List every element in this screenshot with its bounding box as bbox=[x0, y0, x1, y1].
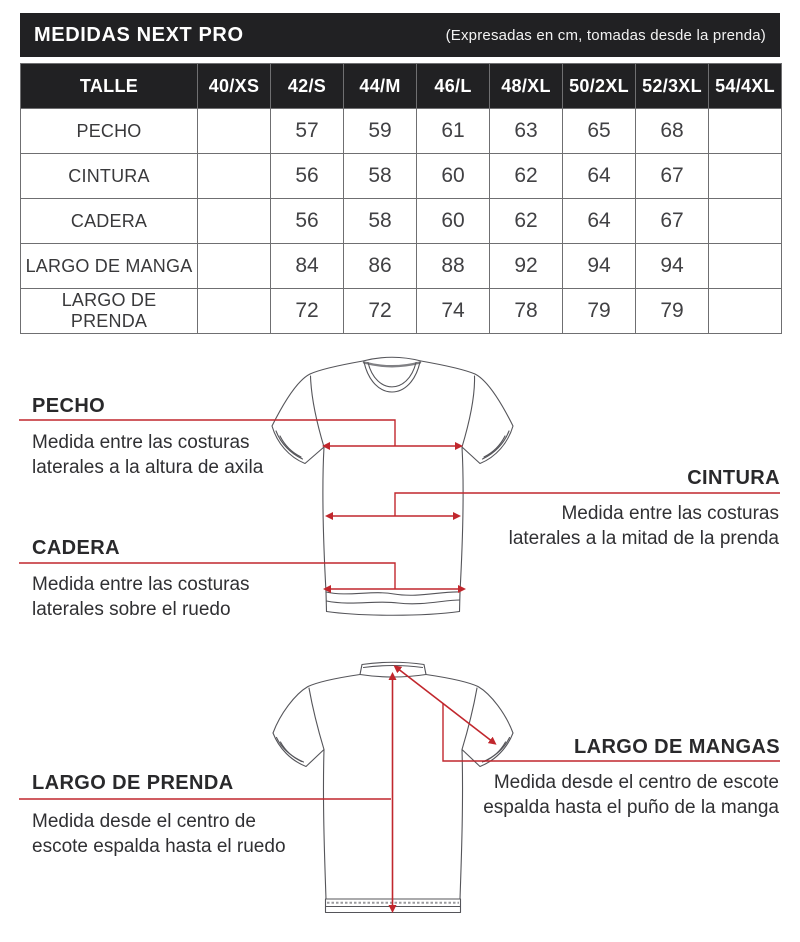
measure-cell bbox=[198, 289, 271, 334]
largo-prenda-description bbox=[32, 809, 286, 859]
column-header-3: 44/M bbox=[344, 64, 417, 109]
measure-cell: 72 bbox=[344, 289, 417, 334]
measure-cell: 58 bbox=[344, 154, 417, 199]
row-label: LARGO DE PRENDA bbox=[21, 289, 198, 334]
largo-mangas-description-line2: espalda hasta el puño de la manga bbox=[483, 797, 779, 818]
measure-cell bbox=[709, 199, 782, 244]
table-row bbox=[21, 244, 782, 289]
cadera-description bbox=[32, 572, 250, 622]
measure-cell: 60 bbox=[417, 154, 490, 199]
measure-cell: 94 bbox=[636, 244, 709, 289]
page-title: MEDIDAS NEXT PRO bbox=[34, 23, 244, 46]
largo-mangas-label: LARGO DE MANGAS bbox=[574, 736, 780, 758]
measure-cell: 62 bbox=[490, 154, 563, 199]
measure-cell bbox=[198, 109, 271, 154]
size-table-head-row bbox=[21, 64, 782, 109]
measure-cell: 79 bbox=[636, 289, 709, 334]
measure-cell: 65 bbox=[563, 109, 636, 154]
tshirt-back-illustration bbox=[273, 662, 513, 912]
measure-cell bbox=[709, 289, 782, 334]
measure-cell: 62 bbox=[490, 199, 563, 244]
measure-cell: 84 bbox=[271, 244, 344, 289]
measure-cell bbox=[709, 109, 782, 154]
measure-cell: 94 bbox=[563, 244, 636, 289]
row-label: LARGO DE MANGA bbox=[21, 244, 198, 289]
column-header-8: 54/4XL bbox=[709, 64, 782, 109]
measure-cell: 72 bbox=[271, 289, 344, 334]
measure-cell: 68 bbox=[636, 109, 709, 154]
table-row bbox=[21, 109, 782, 154]
cintura-description bbox=[509, 501, 779, 551]
pecho-label: PECHO bbox=[32, 395, 106, 417]
size-table-body bbox=[21, 109, 782, 334]
cintura-description-line2: laterales a la mitad de la prenda bbox=[508, 528, 779, 549]
measure-cell: 64 bbox=[563, 199, 636, 244]
row-label: CADERA bbox=[21, 199, 198, 244]
measure-cell: 79 bbox=[563, 289, 636, 334]
column-header-2: 42/S bbox=[271, 64, 344, 109]
cadera-description-line1: Medida entre las costuras bbox=[32, 574, 250, 595]
measure-cell: 61 bbox=[417, 109, 490, 154]
cintura-label: CINTURA bbox=[687, 467, 780, 489]
tshirt-front-illustration bbox=[272, 357, 513, 615]
measure-cell: 92 bbox=[490, 244, 563, 289]
title-bar bbox=[20, 13, 780, 57]
column-header-6: 50/2XL bbox=[563, 64, 636, 109]
measure-cell: 58 bbox=[344, 199, 417, 244]
table-row bbox=[21, 199, 782, 244]
pecho-description-line2: laterales a la altura de axila bbox=[32, 457, 264, 478]
measure-cell: 63 bbox=[490, 109, 563, 154]
measure-cell: 86 bbox=[344, 244, 417, 289]
cadera-label: CADERA bbox=[32, 537, 120, 559]
largo-mangas-description-line1: Medida desde el centro de escote bbox=[493, 772, 779, 793]
table-row bbox=[21, 154, 782, 199]
largo-mangas-measure-arrow bbox=[399, 670, 491, 741]
table-row bbox=[21, 289, 782, 334]
measure-cell: 67 bbox=[636, 199, 709, 244]
cintura-description-line1: Medida entre las costuras bbox=[561, 503, 779, 524]
column-header-7: 52/3XL bbox=[636, 64, 709, 109]
pecho-description-line1: Medida entre las costuras bbox=[32, 432, 250, 453]
column-header-1: 40/XS bbox=[198, 64, 271, 109]
row-label: PECHO bbox=[21, 109, 198, 154]
measure-cell: 78 bbox=[490, 289, 563, 334]
measure-cell: 56 bbox=[271, 154, 344, 199]
measure-cell: 64 bbox=[563, 154, 636, 199]
measure-cell: 74 bbox=[417, 289, 490, 334]
measure-cell: 59 bbox=[344, 109, 417, 154]
measure-cell bbox=[198, 199, 271, 244]
measure-cell bbox=[709, 154, 782, 199]
column-header-0: TALLE bbox=[21, 64, 198, 109]
measure-cell bbox=[198, 244, 271, 289]
measure-cell bbox=[198, 154, 271, 199]
measure-cell: 56 bbox=[271, 199, 344, 244]
largo-prenda-label: LARGO DE PRENDA bbox=[32, 772, 234, 794]
units-note: (Expresadas en cm, tomadas desde la prenda) bbox=[445, 26, 766, 44]
largo-mangas-description bbox=[483, 770, 779, 820]
largo-prenda-description-line1: Medida desde el centro de bbox=[32, 811, 256, 832]
measure-cell: 67 bbox=[636, 154, 709, 199]
column-header-4: 46/L bbox=[417, 64, 490, 109]
cadera-description-line2: laterales sobre el ruedo bbox=[32, 599, 231, 620]
size-table bbox=[20, 63, 782, 334]
measure-cell bbox=[709, 244, 782, 289]
measure-cell: 60 bbox=[417, 199, 490, 244]
largo-prenda-description-line2: escote espalda hasta el ruedo bbox=[32, 836, 286, 857]
column-header-5: 48/XL bbox=[490, 64, 563, 109]
pecho-description bbox=[32, 430, 263, 480]
row-label: CINTURA bbox=[21, 154, 198, 199]
measure-cell: 57 bbox=[271, 109, 344, 154]
measure-cell: 88 bbox=[417, 244, 490, 289]
